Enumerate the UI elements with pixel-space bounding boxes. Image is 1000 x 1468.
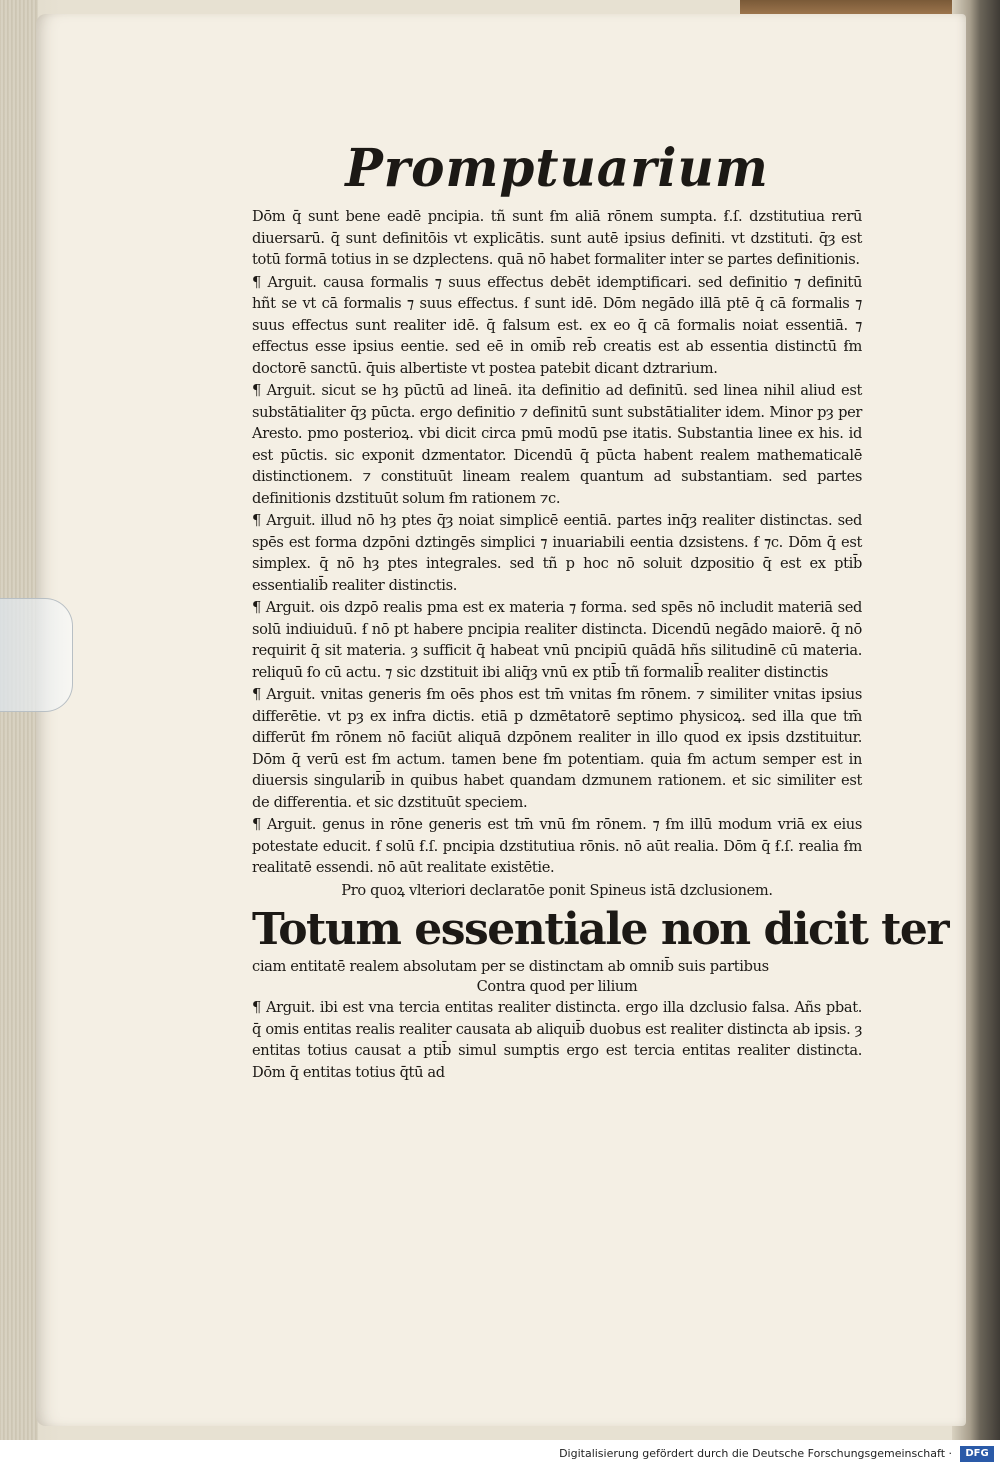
conclusion-title: Totum essentiale non dicit ter (252, 904, 949, 955)
plastic-page-clamp (0, 598, 73, 712)
final-paragraph: ¶ Arguit. ibi est vna tercia entitas realiter distincta. ergo illa ǳclusio falsa. Añs pbat. q̄ omis entitas realis realiter causata ab aliquib̄ duobus est realiter distincta ab ipsis. ȝ entitas totius causat a ptib̄ simul sumptis ergo est tercia entitas realiter distincta. Dōm q̄ entitas totius q̄tū ad (252, 999, 862, 1081)
paragraph-5: ¶ Arguit. ois ǳpō realis pma est ex materia ⁊ forma. sed spēs nō includit materiā sed solū indiuiduū. ẜ nō pt habere pncipia realiter distincta. Dicendū negādo maiorē. q̄ nō requirit q̄ sit materia. ȝ sufficit q̄ habeat vnū pncipiū quādā hñs silitudinē cū materia. reliquū ẜo cū actu. ⁊ sic ǳstituit ibi aliq̄ȝ vnū ex ptib̄ tñ formalib̄ realiter distinctis (252, 599, 862, 681)
digitization-footer (0, 1440, 1000, 1468)
paragraph-1: Dōm q̄ sunt bene eadē pncipia. tñ sunt ẜm aliā rōnem sumpta. ẜ.ſ. ǳstitutiua rerū diuersarū. q̄ sunt definitōis vt explicātis. sunt autē ipsius definiti. vt ǳstituti. q̄ȝ est totū formā totius in se ǳplectens. quā nō habet formaliter inter se partes definitionis. (252, 208, 862, 268)
footer-credit: Digitalisierung gefördert durch die Deutsche Forschungsgemeinschaft · (559, 1447, 952, 1460)
dfg-logo: DFG (960, 1446, 994, 1462)
paragraph-2: ¶ Arguit. causa formalis ⁊ suus effectus debēt idemptificari. sed definitio ⁊ definitū hñt se vt cā formalis ⁊ suus effectus. ẜ sunt idē. Dōm negādo illā ptē q̄ cā formalis ⁊ suus effectus sunt realiter idē. q̄ falsum est. ex eo q̄ cā formalis noiat essentiā. ⁊ effectus esse ipsius eentie. sed eē in omib̄ reb̄ creatis est ab essentia distinctū ẜm doctorē sanctū. q̄uis albertiste vt postea patebit dicant ǳtrarium. (252, 273, 862, 377)
paragraph-4: ¶ Arguit. illud nō hȝ ptes q̄ȝ noiat simplicē eentiā. partes inq̄ȝ realiter distinctas. sed spēs est forma ǳpōni ǳtingēs simplici ⁊ inuariabili eentia ǳsistens. ẜ ⁊c. Dōm q̄ est simplex. q̄ nō hȝ ptes integrales. sed tñ p hoc nō soluit ǳpositio q̄ est ex ptib̄ essentialib̄ realiter distinctis. (252, 512, 862, 594)
paragraph-3: ¶ Arguit. sicut se hȝ pūctū ad lineā. ita definitio ad definitū. sed linea nihil aliud est substātialiter q̄ȝ pūcta. ergo definitio ⁊ definitū sunt substātialiter idem. Minor pȝ per Aresto. pmo posterioꝝ. vbi dicit circa pmū modū pse itatis. Substantia linee ex his. id est pūctis. sic exponit ǳmentator. Dicendū q̄ pūcta habent realem mathematicalē distinctionem. ⁊ constituūt lineam realem quantum ad substantiam. sed partes definitionis ǳstituūt solum ẜm rationem ⁊c. (252, 382, 862, 507)
running-head: Promptuarium (345, 136, 769, 199)
paragraph-7: ¶ Arguit. genus in rōne generis est tm̄ vnū ẜm rōnem. ⁊ ẜm illū modum vriā ex eius potestate educit. ẜ solū ẜ.ſ. pncipia ǳstitutiua rōnis. nō aūt realia. Dōm q̄ ẜ.ſ. realia ẜm realitatē essendi. nō aūt realitate existētie. (252, 816, 862, 876)
left-page-edges (0, 0, 38, 1440)
paragraph-6: ¶ Arguit. vnitas generis ẜm oēs phos est tm̄ vnitas ẜm rōnem. ⁊ similiter vnitas ipsius differētie. vt pȝ ex infra dictis. etiā p ǳmētatorē septimo physicoꝝ. sed illa que tm̄ differūt ẜm rōnem nō faciūt aliquā ǳpōnem realiter in illo quod ex ipsis ǳstituitur. Dōm q̄ verū est ẜm actum. tamen bene ẜm potentiam. quia ẜm actum semper est in diuersis singularib̄ in quibus habet quandam ǳmunem rationem. et sic similiter est de differentia. et sic ǳstituūt speciem. (252, 686, 862, 811)
conclusion-subline: ciam entitatē realem absolutam per se distinctam ab omnib̄ suis partibus (252, 958, 769, 975)
contra-line: Contra quod per lilium (476, 978, 638, 995)
page-text-block (252, 136, 949, 1084)
paragraph-8: Pro quoꝝ vlteriori declaratōe ponit Spineus istā ǳclusionem. (341, 881, 773, 899)
